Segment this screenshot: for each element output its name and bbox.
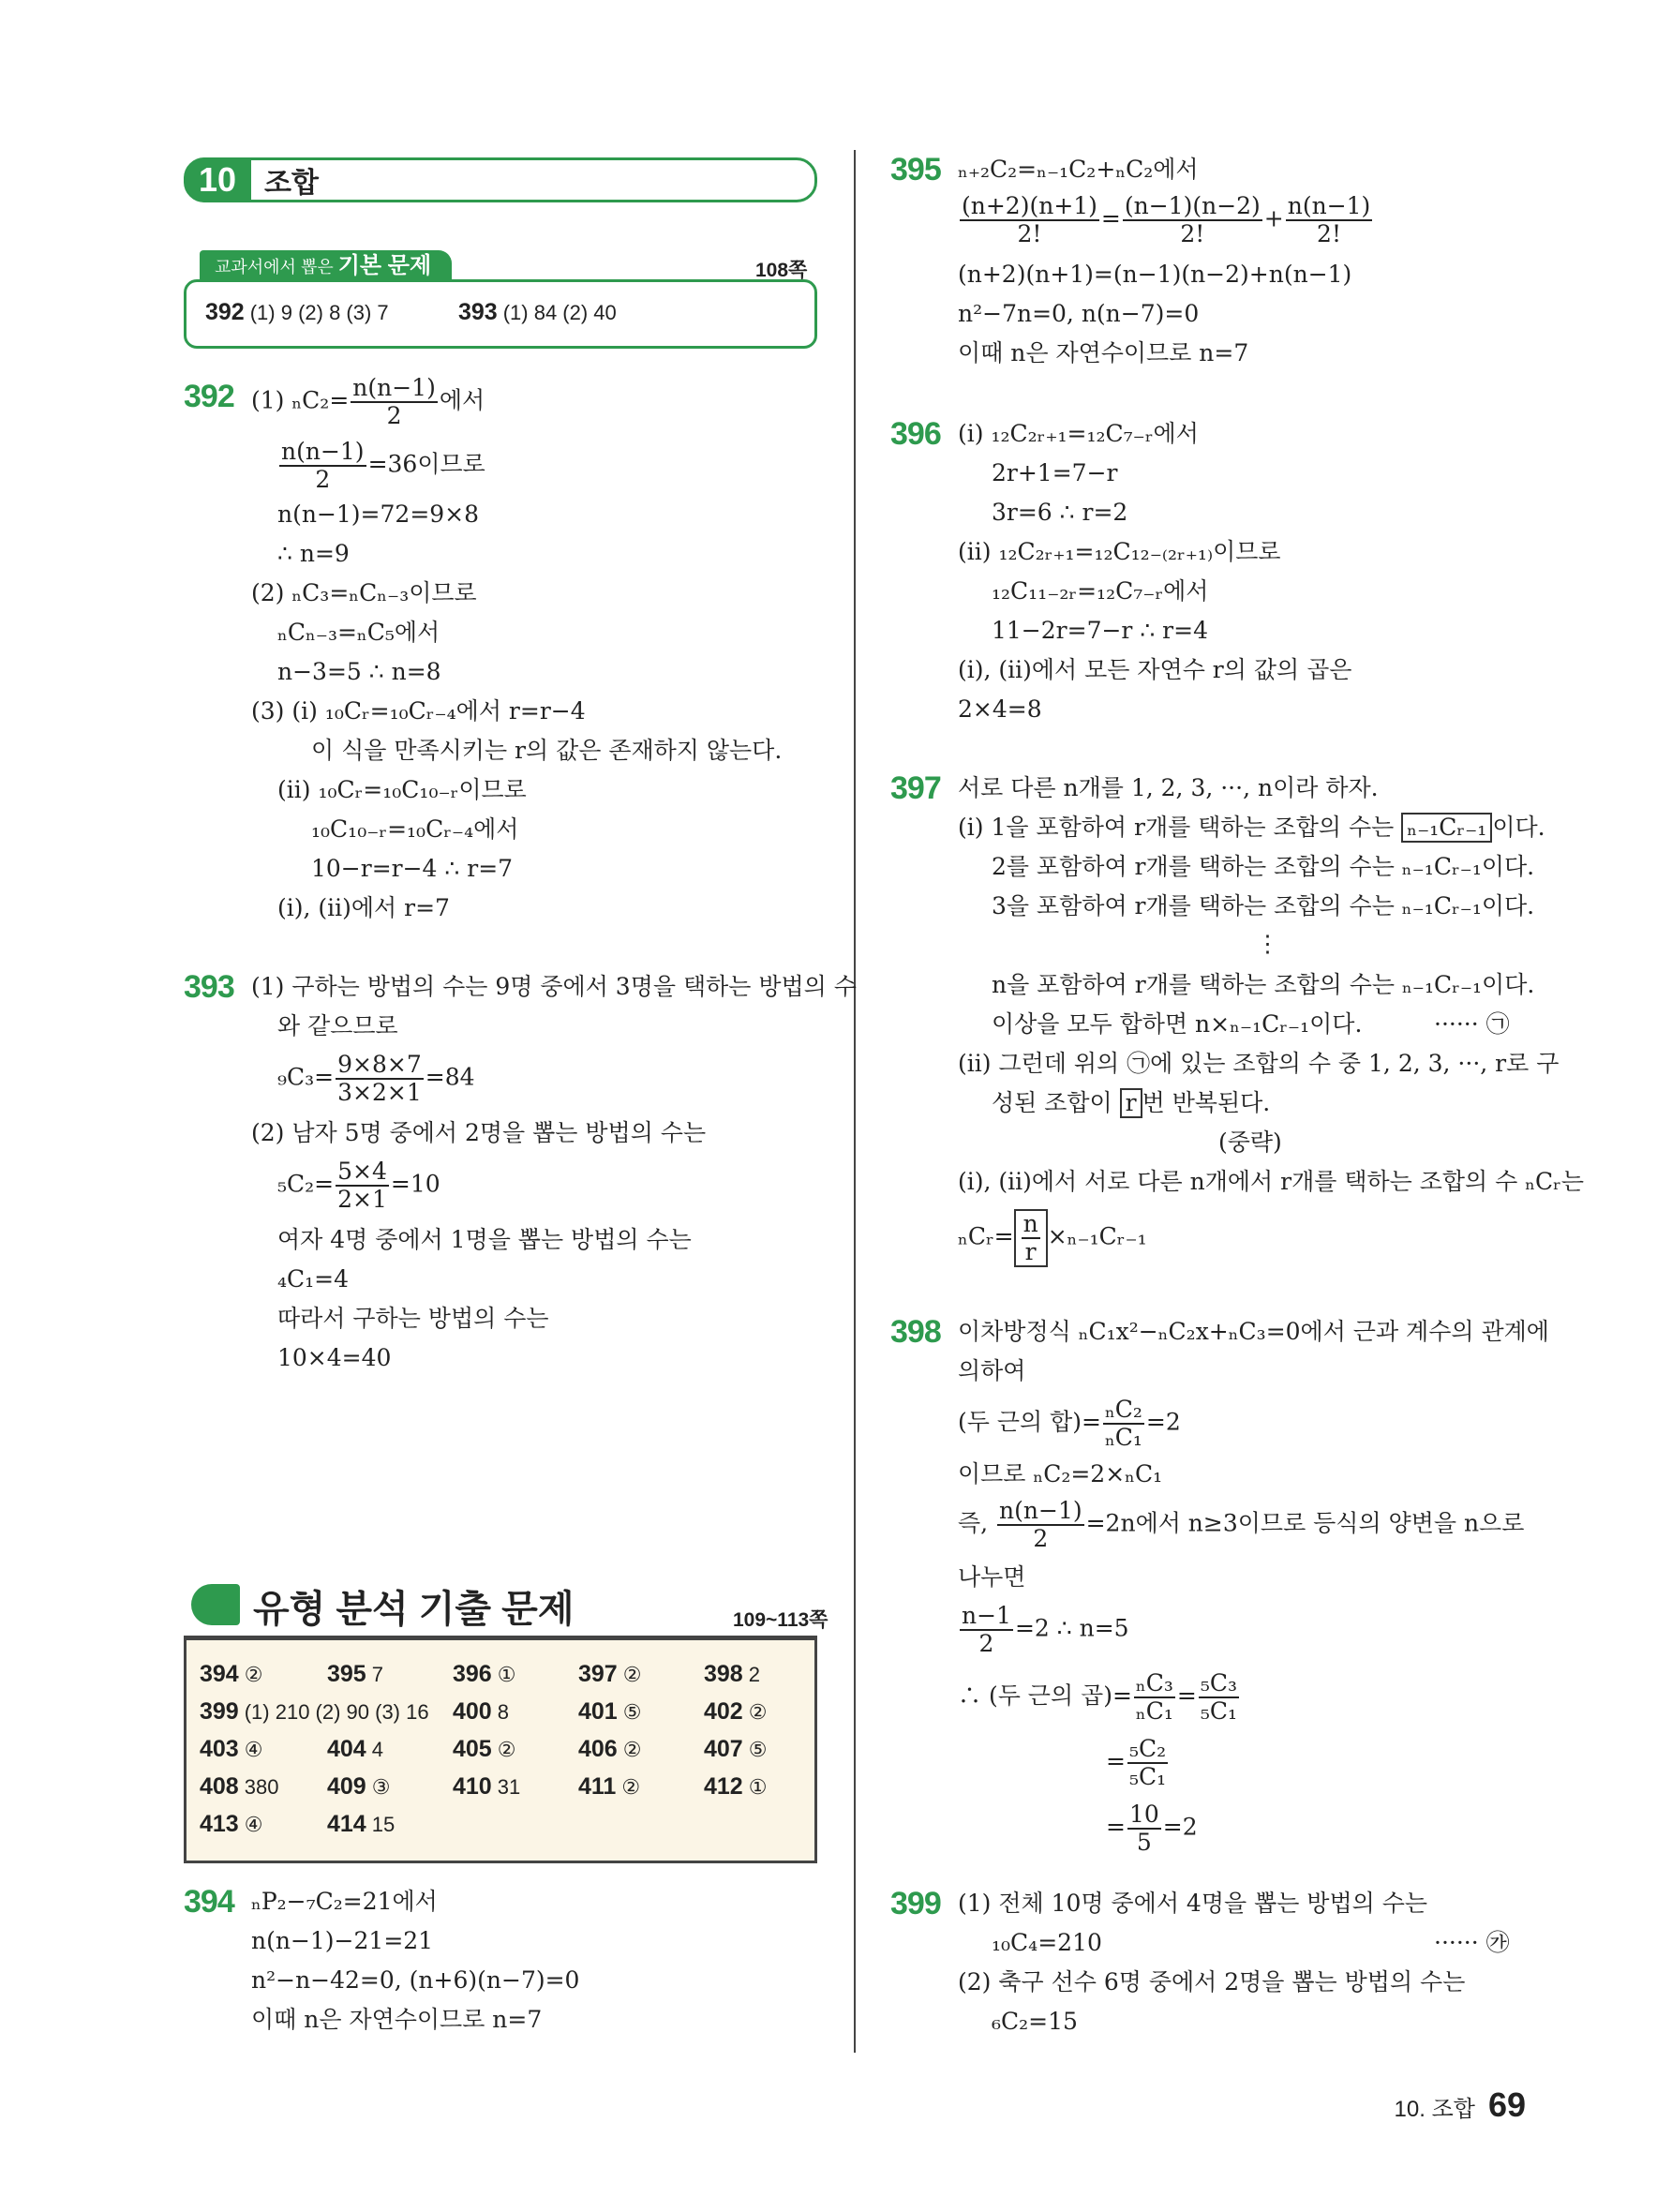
- answer-405: 405 ②: [453, 1736, 516, 1762]
- sol398-line6: 나누면: [958, 1563, 1026, 1591]
- sol399-mark: ······ ㉮: [1434, 1929, 1510, 1956]
- answer-412: 412 ①: [704, 1773, 768, 1800]
- problem-number-392: 392: [184, 379, 234, 414]
- sol397-mark: ······ ㉠: [1434, 1010, 1510, 1038]
- sol393-line5: ₅C₂= $\frac{5\times 4}{2\times 1}$ =10: [277, 1158, 440, 1213]
- section-number: 10: [184, 157, 251, 202]
- basic-tab-main: 기본 문제: [337, 253, 432, 278]
- sol395-line2: $\frac{(n+2)(n+1)}{2!}$ = $\frac{(n-1)(n-2)}{2!}$ + $\frac{n(n-1)}{2!}$: [962, 192, 1371, 247]
- sol397-line6: n을 포함하여 r개를 택하는 조합의 수는 ₙ₋₁Cᵣ₋₁이다.: [992, 971, 1535, 998]
- blank-box-1: ₙ₋₁Cᵣ₋₁: [1401, 813, 1492, 843]
- sol399-line3: (2) 축구 선수 6명 중에서 2명을 뽑는 방법의 수는: [958, 1968, 1466, 1995]
- sol397-line1: 서로 다른 n개를 1, 2, 3, ···, n이라 하자.: [958, 774, 1379, 801]
- sol396-line1: (i) ₁₂C₂ᵣ₊₁=₁₂C₇₋ᵣ에서: [958, 420, 1199, 447]
- sol392-line11: ₁₀C₁₀₋ᵣ=₁₀Cᵣ₋₄에서: [311, 815, 519, 843]
- type-title: 유형 분석 기출 문제: [253, 1589, 575, 1630]
- sol398-line9: = $\frac{\text{₅C₂}}{\text{₅C₁}}$: [1106, 1735, 1167, 1790]
- sol392-line1: (1) ₙC₂= $\frac{n(n-1)}{2}$ 에서: [251, 374, 485, 429]
- page-number: 69: [1487, 2085, 1526, 2124]
- sol395-line3: (n+2)(n+1)=(n−1)(n−2)+n(n−1): [958, 261, 1352, 288]
- answer-409: 409 ③: [327, 1773, 391, 1800]
- sol398-line4: 이므로 ₙC₂=2×ₙC₁: [958, 1460, 1163, 1487]
- answer-410: 410 31: [453, 1773, 521, 1800]
- sol397-line5: ⋮: [1256, 930, 1279, 957]
- basic-answer-box: [184, 279, 817, 349]
- sol392-line4: ∴ n=9: [277, 540, 350, 567]
- answer-398: 398 2: [704, 1661, 760, 1687]
- answer-396: 396 ①: [453, 1661, 516, 1687]
- sol396-line8: 2×4=8: [958, 695, 1042, 723]
- basic-tab-prefix: 교과서에서 뽑은: [215, 258, 334, 276]
- answer-402: 402 ②: [704, 1698, 768, 1725]
- problem-number-395: 395: [890, 152, 941, 187]
- answer-408: 408 380: [200, 1773, 279, 1800]
- sol392-line5: (2) ₙC₃=ₙCₙ₋₃이므로: [251, 579, 477, 606]
- sol399-line4: ₆C₂=15: [992, 2008, 1078, 2035]
- answer-table: [184, 1636, 817, 1863]
- sol394-line2: n(n−1)−21=21: [251, 1927, 434, 1954]
- sol392-line2: $\frac{n(n-1)}{2}$ =36이므로: [281, 438, 485, 493]
- sol396-line7: (i), (ii)에서 모든 자연수 r의 값의 곱은: [958, 656, 1352, 683]
- sol394-line3: n²−n−42=0, (n+6)(n−7)=0: [251, 1966, 580, 1994]
- sol393-line2: 와 같으므로: [277, 1012, 398, 1039]
- sol397-line10: (중략): [1218, 1128, 1282, 1156]
- answer-395: 395 7: [327, 1661, 383, 1687]
- sol397-line11: (i), (ii)에서 서로 다른 n개에서 r개를 택하는 조합의 수 ₙCᵣ는: [958, 1168, 1584, 1195]
- sol393-line6: 여자 4명 중에서 1명을 뽑는 방법의 수는: [277, 1226, 692, 1253]
- answer-400: 400 8: [453, 1698, 509, 1725]
- section-title: 조합: [264, 168, 319, 199]
- problem-number-394: 394: [184, 1884, 234, 1920]
- sol397-line3: 2를 포함하여 r개를 택하는 조합의 수는 ₙ₋₁Cᵣ₋₁이다.: [992, 853, 1535, 880]
- sol398-line10: = $\frac{10}{5}$ =2: [1106, 1801, 1198, 1856]
- problem-number-393: 393: [184, 969, 234, 1005]
- problem-number-396: 396: [890, 416, 941, 452]
- sol396-line6: 11−2r=7−r ∴ r=4: [992, 617, 1208, 644]
- sol398-line8: ∴ (두 근의 곱)= $\frac{\text{ₙC₃}}{\text{ₙC₁}}$ = $\frac{\text{₅C₃}}{\text{₅C₁}}$: [958, 1669, 1238, 1725]
- sol395-line4: n²−7n=0, n(n−7)=0: [958, 300, 1200, 327]
- sol392-line3: n(n−1)=72=9×8: [277, 501, 480, 528]
- sol397-line8: (ii) 그런데 위의 ㉠에 있는 조합의 수 중 1, 2, 3, ···, r로 구: [958, 1050, 1560, 1077]
- sol396-line3: 3r=6 ∴ r=2: [992, 499, 1128, 526]
- sol393-line4: (2) 남자 5명 중에서 2명을 뽑는 방법의 수는: [251, 1119, 707, 1146]
- sol392-line6: ₙCₙ₋₃=ₙC₅에서: [277, 619, 440, 646]
- sol397-line2: (i) 1을 포함하여 r개를 택하는 조합의 수는 ₙ₋₁Cᵣ₋₁ 이다.: [958, 814, 1545, 841]
- sol398-line3: (두 근의 합)= $\frac{\text{ₙC₂}}{\text{ₙC₁}}$ =2: [958, 1396, 1181, 1451]
- answer-414: 414 15: [327, 1811, 396, 1837]
- sol397-line4: 3을 포함하여 r개를 택하는 조합의 수는 ₙ₋₁Cᵣ₋₁이다.: [992, 892, 1535, 919]
- sol394-line1: ₙP₂−₇C₂=21에서: [251, 1888, 438, 1915]
- answer-411: 411 ②: [578, 1773, 641, 1800]
- answer-401: 401 ⑤: [578, 1698, 642, 1725]
- answer-399: 399 (1) 210 (2) 90 (3) 16: [200, 1698, 429, 1725]
- type-logo-icon: [191, 1584, 240, 1625]
- sol392-line7: n−3=5 ∴ n=8: [277, 658, 441, 685]
- sol393-line9: 10×4=40: [277, 1344, 392, 1371]
- problem-number-399: 399: [890, 1886, 941, 1921]
- sol398-line2: 의하여: [958, 1357, 1026, 1384]
- answer-413: 413 ④: [200, 1811, 263, 1837]
- sol399-line2: ₁₀C₄=210: [992, 1929, 1102, 1956]
- sol392-line12: 10−r=r−4 ∴ r=7: [311, 855, 514, 882]
- answer-403: 403 ④: [200, 1736, 263, 1762]
- sol393-line3: ₉C₃= $\frac{9\times 8\times 7}{3\times 2\times 1}$ =84: [277, 1051, 475, 1106]
- answer-397: 397 ②: [578, 1661, 642, 1687]
- page-footer: [1395, 2085, 1526, 2125]
- sol396-line4: (ii) ₁₂C₂ᵣ₊₁=₁₂C₁₂₋₍₂ᵣ₊₁₎이므로: [958, 538, 1281, 565]
- basic-page: 108쪽: [755, 260, 808, 281]
- sol398-line7: $\frac{n-1}{2}$ =2 ∴ n=5: [962, 1602, 1129, 1657]
- sol397-line12: ₙCᵣ= $\frac{n}{r}$ ×ₙ₋₁Cᵣ₋₁: [958, 1210, 1147, 1265]
- footer-label: 10. 조합: [1394, 2097, 1475, 2122]
- sol394-line4: 이때 n은 자연수이므로 n=7: [251, 2006, 543, 2033]
- sol397-line9: 성된 조합이 r 번 반복된다.: [992, 1089, 1271, 1116]
- basic-answer-393: 393 (1) 84 (2) 40: [458, 299, 617, 325]
- basic-answer-392: 392 (1) 9 (2) 8 (3) 7: [205, 299, 389, 325]
- sol393-line1: (1) 구하는 방법의 수는 9명 중에서 3명을 택하는 방법의 수: [251, 973, 857, 1000]
- problem-number-397: 397: [890, 770, 941, 806]
- sol397-line7: 이상을 모두 합하면 n×ₙ₋₁Cᵣ₋₁이다.: [992, 1010, 1363, 1038]
- answer-394: 394 ②: [200, 1661, 263, 1687]
- answer-404: 404 4: [327, 1736, 383, 1762]
- sol392-line9: 이 식을 만족시키는 r의 값은 존재하지 않는다.: [311, 737, 783, 764]
- sol392-line10: (ii) ₁₀Cᵣ=₁₀C₁₀₋ᵣ이므로: [277, 776, 527, 803]
- sol396-line5: ₁₂C₁₁₋₂ᵣ=₁₂C₇₋ᵣ에서: [992, 577, 1209, 605]
- blank-box-2: r: [1120, 1088, 1142, 1118]
- type-page: 109~113쪽: [733, 1609, 828, 1631]
- sol396-line2: 2r+1=7−r: [992, 459, 1118, 486]
- column-divider: [854, 150, 856, 2053]
- basic-tab: [200, 250, 452, 282]
- blank-box-3: $\frac{n}{r}$: [1014, 1209, 1048, 1267]
- sol398-line5: 즉, $\frac{n(n-1)}{2}$ =2n에서 n≥3이므로 등식의 양변을 n으로: [958, 1497, 1525, 1552]
- sol398-line1: 이차방정식 ₙC₁x²−ₙC₂x+ₙC₃=0에서 근과 계수의 관계에: [958, 1318, 1549, 1345]
- sol393-line8: 따라서 구하는 방법의 수는: [277, 1305, 549, 1332]
- sol395-line5: 이때 n은 자연수이므로 n=7: [958, 339, 1249, 366]
- problem-number-398: 398: [890, 1314, 941, 1350]
- sol399-line1: (1) 전체 10명 중에서 4명을 뽑는 방법의 수는: [958, 1890, 1428, 1917]
- sol392-line13: (i), (ii)에서 r=7: [277, 894, 450, 921]
- answer-406: 406 ②: [578, 1736, 642, 1762]
- sol395-line1: ₙ₊₂C₂=ₙ₋₁C₂+ₙC₂에서: [958, 156, 1199, 183]
- sol392-line8: (3) (i) ₁₀Cᵣ=₁₀Cᵣ₋₄에서 r=r−4: [251, 697, 586, 725]
- answer-407: 407 ⑤: [704, 1736, 768, 1762]
- sol393-line7: ₄C₁=4: [277, 1265, 350, 1293]
